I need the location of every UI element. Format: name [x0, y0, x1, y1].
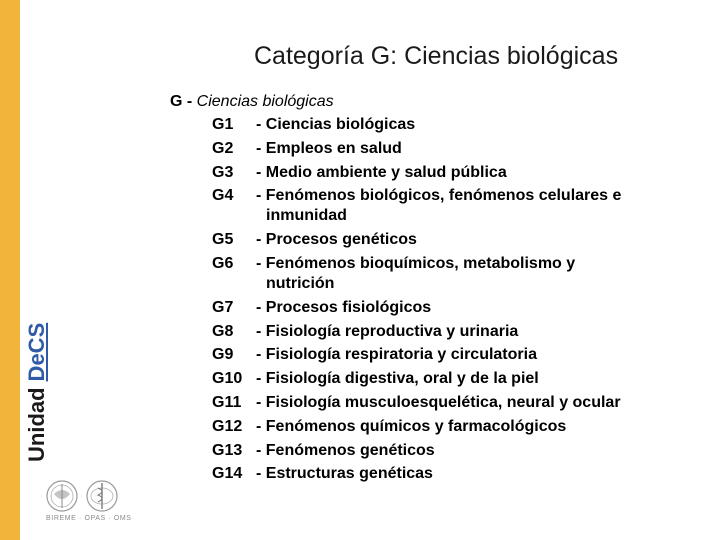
- item-label-wrap: [256, 163, 712, 183]
- paho-emblem-icon: [47, 481, 77, 511]
- item-label: - Estructuras genéticas: [256, 465, 433, 483]
- item-code: G11: [212, 393, 242, 411]
- who-emblem-icon: [87, 481, 117, 511]
- item-label: - Fenómenos biológicos, fenómenos celulares e: [256, 187, 622, 205]
- list-item: [212, 186, 712, 226]
- list-item: [212, 298, 712, 318]
- unit-label: Unidad: [24, 387, 49, 462]
- unit-side-label: [24, 282, 50, 462]
- item-label: - Fisiología respiratoria y circulatoria: [256, 346, 537, 364]
- item-label-wrap: [256, 369, 712, 389]
- item-label: - Fisiología digestiva, oral y de la piel: [256, 370, 539, 388]
- category-code: G -: [170, 93, 193, 110]
- item-label-wrap: [256, 115, 712, 135]
- list-item: [212, 163, 712, 183]
- item-code: G12: [212, 417, 243, 435]
- list-item: [212, 115, 712, 135]
- item-code: G10: [212, 370, 243, 388]
- category-heading: [170, 92, 334, 112]
- item-code: G1: [212, 116, 234, 133]
- list-item: [212, 254, 712, 294]
- list-item: [212, 345, 712, 365]
- item-label-wrap: [256, 393, 712, 413]
- item-label-wrap: [256, 254, 712, 294]
- item-label-wrap: [256, 322, 712, 342]
- item-label: - Procesos fisiológicos: [256, 298, 432, 316]
- item-code: G7: [212, 298, 234, 316]
- list-item: [212, 230, 712, 250]
- item-label-continuation: nutrición: [266, 274, 335, 292]
- item-label-wrap: [256, 186, 712, 226]
- list-item: [212, 417, 712, 437]
- item-label: - Empleos en salud: [256, 139, 402, 157]
- subcategory-list: [212, 115, 712, 488]
- item-label-wrap: [256, 464, 712, 484]
- footer-logo-text: BIREME · OPAS · OMS: [46, 515, 132, 522]
- item-label-wrap: [256, 298, 712, 318]
- item-label: - Fisiología musculoesquelética, neural y ocular: [256, 393, 621, 411]
- item-code: G6: [212, 254, 234, 272]
- item-label: - Procesos genéticos: [256, 231, 417, 249]
- list-item: [212, 369, 712, 389]
- decs-link[interactable]: DeCS: [24, 322, 49, 382]
- item-label: - Fenómenos químicos y farmacológicos: [256, 417, 567, 435]
- item-code: G9: [212, 346, 234, 364]
- item-label: - Fenómenos genéticos: [256, 441, 435, 459]
- item-label-continuation: inmunidad: [266, 207, 347, 225]
- list-item: [212, 139, 712, 159]
- item-code: G5: [212, 231, 234, 249]
- item-label-wrap: [256, 441, 712, 461]
- item-label-wrap: [256, 230, 712, 250]
- item-label: - Ciencias biológicas: [256, 116, 416, 133]
- list-item: [212, 464, 712, 484]
- item-code: G14: [212, 465, 243, 483]
- list-item: [212, 441, 712, 461]
- left-accent-bar: [0, 0, 20, 540]
- item-code: G4: [212, 187, 234, 205]
- item-code: G13: [212, 441, 243, 459]
- item-label: - Medio ambiente y salud pública: [256, 163, 507, 181]
- item-label: - Fisiología reproductiva y urinaria: [256, 322, 519, 340]
- list-item: [212, 393, 712, 413]
- item-label-wrap: [256, 139, 712, 159]
- item-code: G3: [212, 163, 234, 181]
- item-code: G2: [212, 139, 234, 157]
- item-code: G8: [212, 322, 234, 340]
- list-item: [212, 322, 712, 342]
- page-title: Categoría G: Ciencias biológicas: [254, 42, 619, 70]
- item-label-wrap: [256, 417, 712, 437]
- item-label-wrap: [256, 345, 712, 365]
- item-label: - Fenómenos bioquímicos, metabolismo y: [256, 254, 576, 272]
- category-name: Ciencias biológicas: [196, 93, 334, 110]
